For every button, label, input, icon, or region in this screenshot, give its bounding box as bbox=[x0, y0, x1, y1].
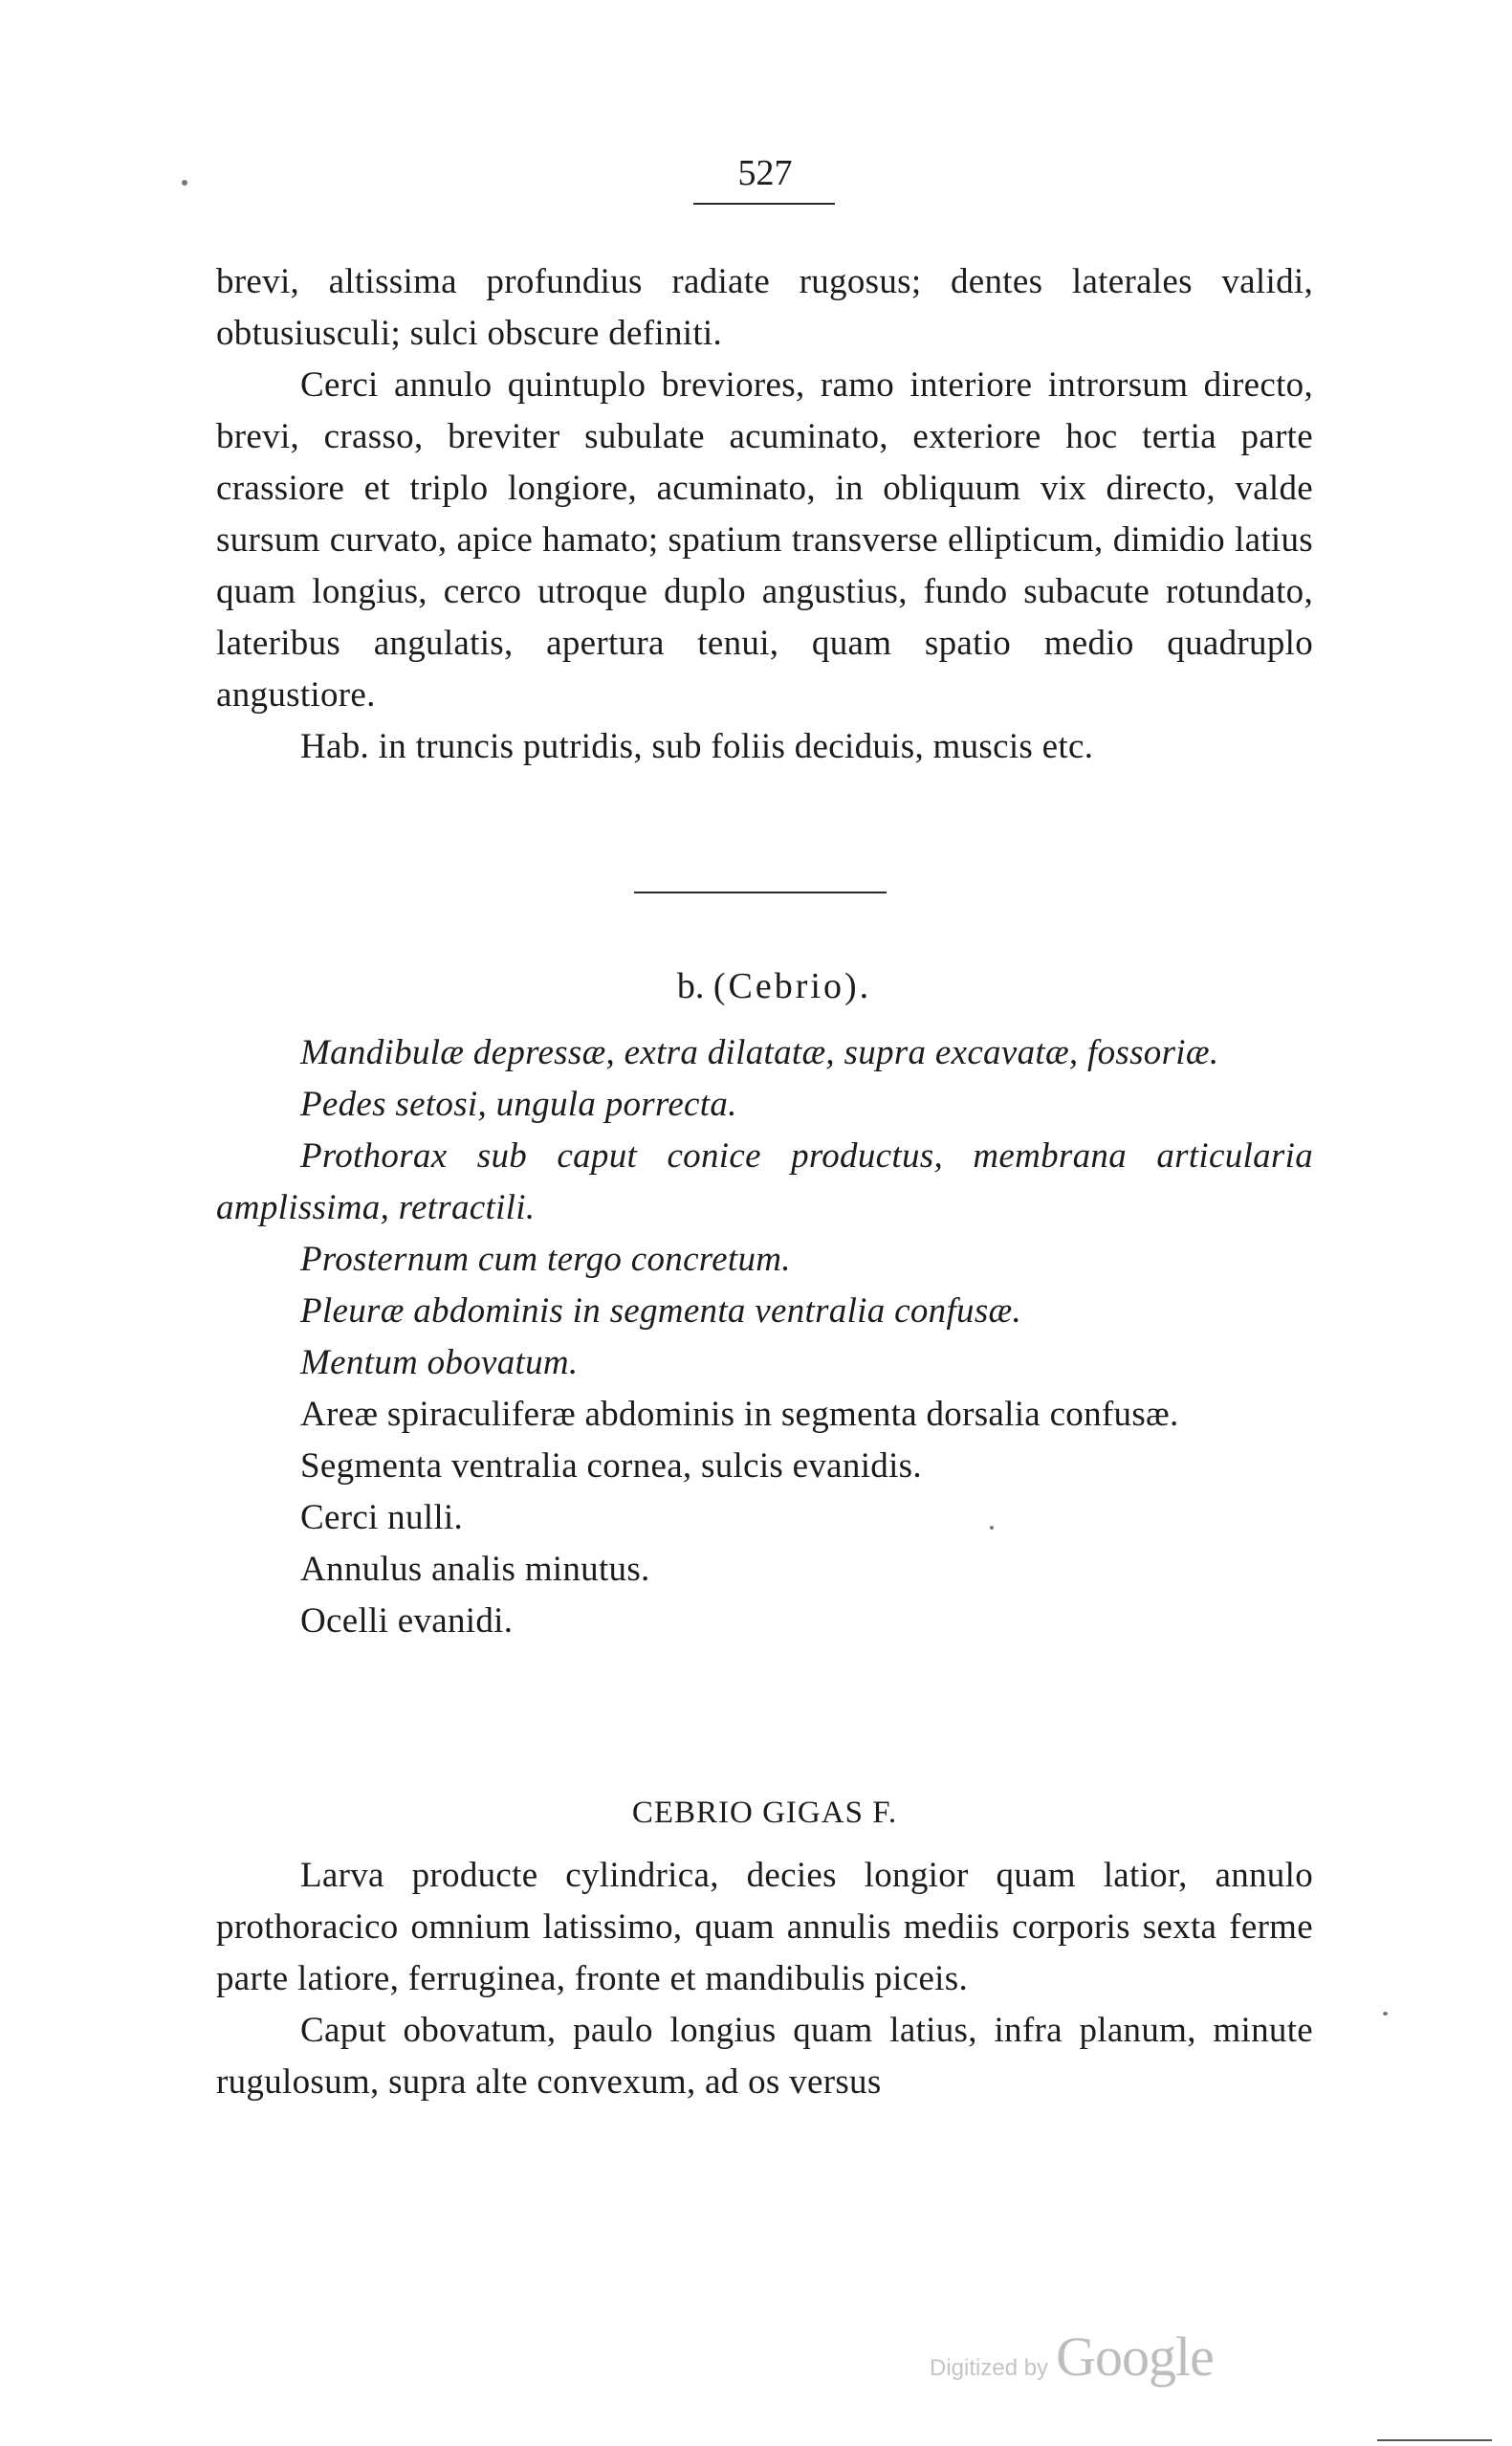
paragraph-caput: Caput obovatum, paulo longius quam latius, infra planum, minute rugulosum, supra alte convexum, ad os versus bbox=[216, 2011, 1313, 2102]
page-number: 527 bbox=[737, 153, 793, 193]
character-line: Pleuræ abdominis in segmenta ventralia confusæ. bbox=[300, 1291, 1022, 1331]
character-line: Annulus analis minutus. bbox=[300, 1550, 650, 1589]
page-number-rule bbox=[693, 203, 835, 205]
section-label: b. bbox=[676, 966, 705, 1006]
scan-speck bbox=[1383, 2012, 1388, 2016]
species-heading: CEBRIO GIGAS F. bbox=[631, 1796, 898, 1830]
section-divider bbox=[634, 892, 887, 893]
scan-edge-line bbox=[1377, 2439, 1492, 2441]
paragraph-larva: Larva producte cylindrica, decies longior quam latior, annulo prothoracico omnium latissimo, quam annulis mediis corporis sexta ferme parte latiore, ferruginea, fronte et mandibulis piceis. bbox=[216, 1856, 1313, 1998]
section-name: (Cebrio). bbox=[712, 966, 872, 1006]
google-logo: Google bbox=[1056, 2325, 1214, 2388]
character-line: Segmenta ventralia cornea, sulcis evanidis. bbox=[300, 1446, 922, 1486]
section-heading bbox=[216, 960, 1313, 1012]
section-characters bbox=[216, 1027, 1313, 1647]
digitized-watermark bbox=[930, 2325, 1214, 2401]
character-line: Mentum obovatum. bbox=[300, 1343, 579, 1382]
species-description bbox=[216, 1850, 1313, 2108]
character-line: Prosternum cum tergo concretum. bbox=[300, 1240, 791, 1279]
scan-speck bbox=[182, 180, 187, 186]
character-line: Areæ spiraculiferæ abdominis in segmenta dorsalia confusæ. bbox=[300, 1395, 1179, 1434]
character-line: Cerci nulli. bbox=[300, 1498, 464, 1537]
continuation-text bbox=[216, 256, 1313, 773]
character-line: Prothorax sub caput conice productus, membrana articularia amplissima, retractili. bbox=[216, 1136, 1313, 1227]
character-line: Mandibulæ depressæ, extra dilatatæ, supra excavatæ, fossoriæ. bbox=[300, 1033, 1219, 1072]
character-line: Pedes setosi, ungula porrecta. bbox=[300, 1085, 737, 1124]
character-line: Ocelli evanidi. bbox=[300, 1601, 514, 1641]
paragraph: brevi, altissima profundius radiate rugosus; dentes laterales validi, obtusiusculi; sulci obscure definiti. bbox=[216, 262, 1313, 353]
paragraph-habitat: Hab. in truncis putridis, sub foliis deciduis, muscis etc. bbox=[300, 727, 1094, 766]
watermark-prefix: Digitized by bbox=[930, 2355, 1049, 2381]
paragraph-cerci: Cerci annulo quintuplo breviores, ramo interiore introrsum directo, brevi, crasso, breviter subulate acuminato, exteriore hoc tertia parte crassiore et triplo longiore, acuminato, in obliquum vix directo, valde sursum curvato, apice hamato; spatium transverse ellipticum, dimidio latius quam longius, cerco utroque duplo angustius, fundo subacute rotundato, lateribus angulatis, apertura tenui, quam spatio medio quadruplo angustiore. bbox=[216, 365, 1313, 715]
